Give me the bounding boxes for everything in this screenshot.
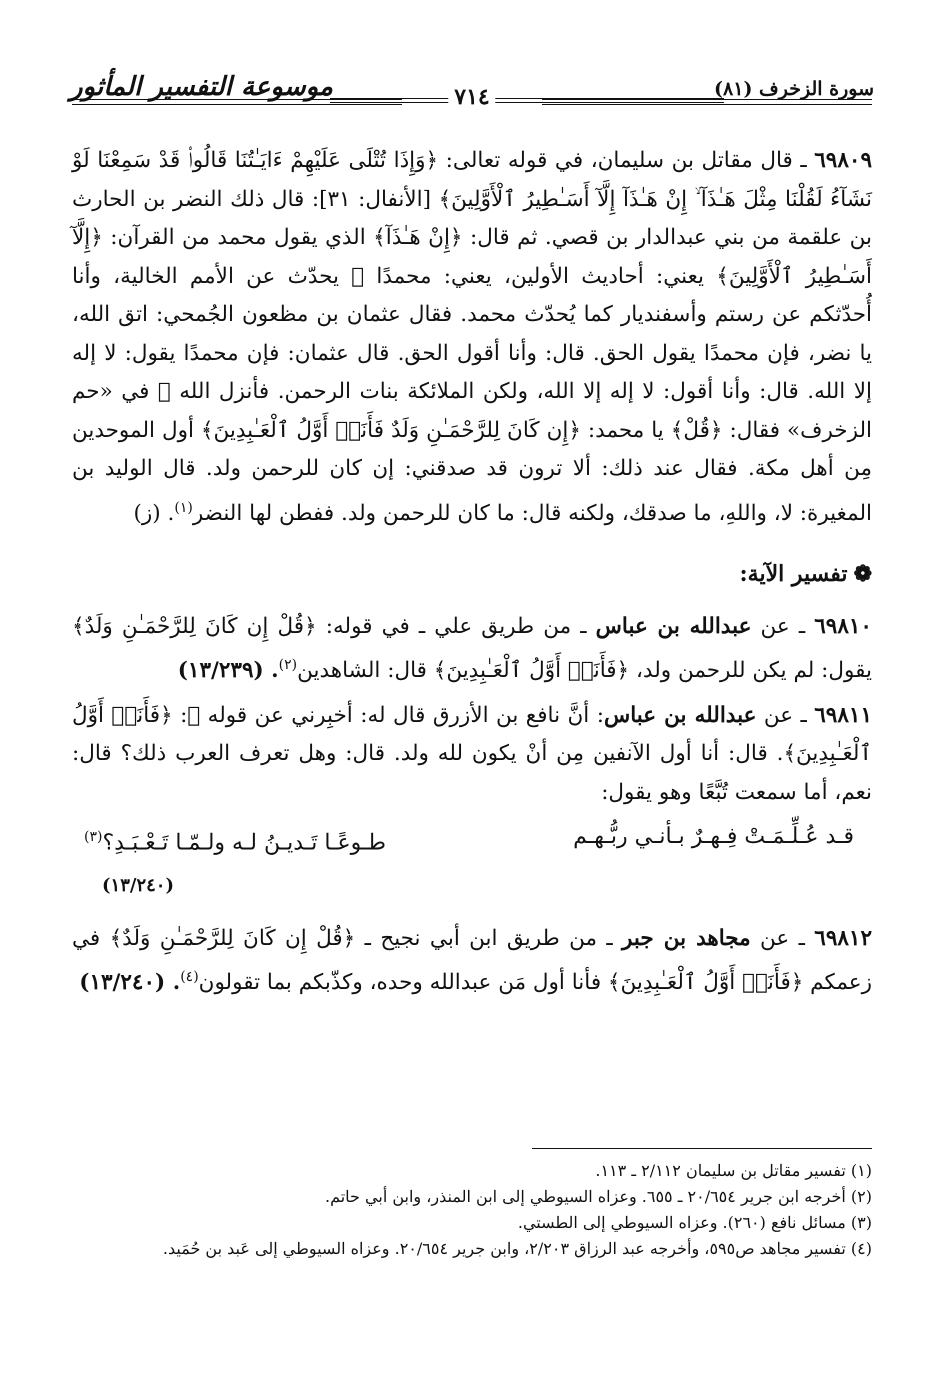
paragraph-text: ـ من طريق ابن أبي نجيح ـ ﴿قُلْ إِن كَانَ لِلرَّحْمَـٰنِ وَلَدٌ﴾ في زعمكم ﴿فَأَنَا۠ أَوَّلُ ٱلْعَـٰبِدِينَ﴾ فأنا أول مَن عبدالله وحده، وكذّبكم بما تقولون [72,925,872,996]
section-heading-text: تفسير الآية: [739,561,848,588]
footnote-marker: (٢) [278,657,298,674]
paragraph-text: ـ من طريق علي ـ في قوله: ﴿قُلْ إِن كَانَ لِلرَّحْمَـٰنِ وَلَدٌ﴾ يقول: لم يكن للرحمن ولد، ﴿فَأَنَا۠ أَوَّلُ ٱلْعَـٰبِدِينَ﴾ قال: الشاهدين [72,613,872,684]
header-line-left [72,99,402,105]
poem-verse [72,818,872,863]
paragraph-number: ٦٩٨١٠ [814,613,872,639]
paragraph-number: ٦٩٨٠٩ [814,148,872,173]
paragraph-text: : أنَّ نافع بن الأزرق قال له: أخبِرني عن قوله ﷻ: ﴿فَأَنَا۠ أَوَّلُ ٱلْعَـٰبِدِينَ﴾. قال: أنا أول الآنفين مِن أنْ يكون لله ولد. قال: وهل تعرف العرب ذلك؟ قال: نعم، أما سمعت تُبَّعًا وهو يقول: [72,702,872,805]
header-line-right [542,99,872,105]
encyclopedia-title: موسوعة التفسير المأثور [70,72,333,102]
paragraph-pre: ـ عن [751,613,815,639]
paragraph-69812 [72,920,872,1003]
narrator-name: عبدالله بن عباس [595,613,752,639]
paragraph-number: ٦٩٨١٢ [814,925,873,951]
surah-title: سورة الزخرف (٨١) [714,78,874,100]
paragraph-number: ٦٩٨١١ [814,702,872,728]
footnote-2: (٢) أخرجه ابن جرير ٢٠/٦٥٤ ـ ٦٥٥. وعزاه السيوطي إلى ابن المنذر، وابن أبي حاتم. [324,1187,872,1206]
footnote-marker: (٣) [84,829,103,846]
paragraph-pre: ـ عن [756,702,815,728]
paragraph-tail: . (ز) [133,500,175,526]
page-number: ٧١٤ [448,84,495,110]
paragraph-69809 [72,142,872,533]
footnote-marker: (٤) [180,969,199,986]
footnote-divider [532,1148,872,1149]
paragraph-69810 [72,608,872,691]
footnotes [72,1158,872,1262]
paragraph-69811 [72,697,872,813]
volume-reference: . (١٣/٢٤٠) [79,970,181,996]
poem-second-hemistich: طـوعًـا تَـديـنُ لـه ولـمّـا تَـعْـبَـدِ؟ [102,830,386,856]
footnote-marker: (١) [174,499,193,516]
footnote-4: (٤) تفسير مجاهد ص٥٩٥، وأخرجه عبد الرزاق ٢/٢٠٣، وابن جرير ٢٠/٦٥٤. وعزاه السيوطي إلى عَبد بن حُمَيد. [162,1239,872,1258]
main-text [72,142,872,1003]
footnote-1: (١) تفسير مقاتل بن سليمان ٢/١١٢ ـ ١١٣. [595,1161,872,1180]
volume-reference: . (١٣/٢٣٩) [177,658,279,684]
paragraph-text: ـ قال مقاتل بن سليمان، في قوله تعالى: ﴿وَإِذَا تُتْلَى عَلَيْهِمْ ءَايَـٰتُنَا قَالُوا۟ قَدْ سَمِعْنَا لَوْ نَشَآءُ لَقُلْنَا مِثْلَ هَـٰذَآ ۙ إِنْ هَـٰذَآ إِلَّآ أَسَـٰطِيرُ ٱلْأَوَّلِينَ﴾ [الأنفال: ٣١]: قال ذلك النضر بن الحارث بن علقمة من بني عبدالدار بن قصي. ثم قال: ﴿إِنْ هَـٰذَآ﴾ الذي يقول محمد من القرآن: ﴿إِلَّآ أَسَـٰطِيرُ ٱلْأَوَّلِينَ﴾ يعني: أحاديث الأولين، يعني: محمدًا ﷺ يحدّث عن الأمم الخالية، وأنا أُحدّثكم عن رستم وأسفنديار كما يُحدّث محمد. فقال عثمان بن مظعون الجُمحي: اتق الله، يا نضر، فإن محمدًا يقول الحق. قال: وأنا أقول الحق. قال عثمان: فإن محمدًا يقول: لا إله إلا الله. قال: وأنا أقول: لا إله إلا الله، ولكن الملائكة بنات الرحمن. فأنزل الله ﷻ في «حم الزخرف» فقال: ﴿قُلْ﴾ يا محمد: ﴿إِن كَانَ لِلرَّحْمَـٰنِ وَلَدٌ فَأَنَا۠ أَوَّلُ ٱلْعَـٰبِدِينَ﴾ أول الموحدين مِن أهل مكة. فقال عند ذلك: ألا ترون قد صدقني: إن كان للرحمن ولد. قال الوليد بن المغيرة: لا، واللهِ، ما صدقك، ولكنه قال: ما كان للرحمن ولد. ففطن لها النضر [72,148,872,526]
footnote-3: (٣) مسائل نافع (٢٦٠). وعزاه السيوطي إلى الطستي. [517,1213,872,1232]
paragraph-pre: ـ عن [750,925,815,951]
narrator-name: مجاهد بن جبر [622,925,751,951]
flower-icon: ❁ [853,561,872,588]
narrator-name: عبدالله بن عباس [603,702,757,728]
section-heading [72,555,872,594]
poem-first-hemistich: قـد عُـلِّـمَـتْ فِـهـرٌ بـأنـي ربُّـهـم [573,824,854,850]
volume-reference: (١٣/٢٤٠) [102,875,174,897]
